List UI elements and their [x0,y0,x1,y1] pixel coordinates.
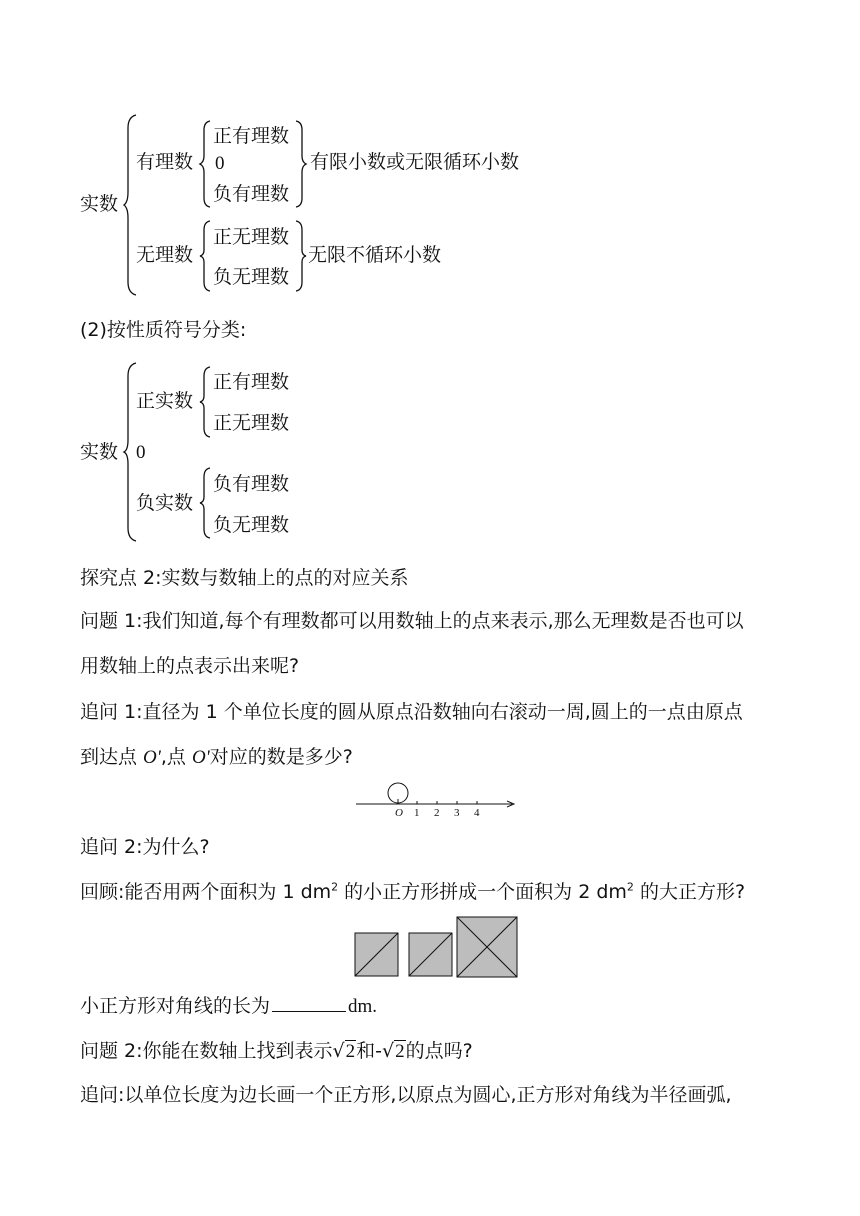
brace-rational-left [200,120,212,208]
followup-3: 追问:以单位长度为边长画一个正方形,以原点为圆心,正方形对角线为半径画弧, [80,1084,732,1106]
followup-2: 追问 2:为什么? [80,836,210,858]
heading-2: (2)按性质符号分类: [80,319,247,341]
irrational-item: 正无理数 [213,226,290,248]
small-square-1 [355,933,398,976]
rational-item: 正有理数 [213,125,290,147]
diagonal-question: 小正方形对角线的长为 dm. [80,995,378,1017]
brace-rational-right [294,120,306,208]
negative-item: 负有理数 [213,473,290,495]
brace-irrational-left [200,220,212,292]
followup-1-line-1: 追问 1:直径为 1 个单位长度的圆从原点沿数轴向右滚动一周,圆上的一点由原点 [80,701,743,723]
tick-label: 3 [454,807,460,819]
tick-label: 2 [434,807,440,819]
rational-note: 有限小数或无限循环小数 [310,151,520,173]
rational-label: 有理数 [136,151,194,173]
negative-item: 负无理数 [213,514,290,536]
brace-irrational-right [294,220,306,292]
positive-label: 正实数 [136,390,194,412]
positive-item: 正无理数 [213,412,290,434]
irrational-item: 负无理数 [213,266,290,288]
negative-label: 负实数 [136,492,194,514]
sqrt-symbol: √2 [382,1040,405,1062]
question-2: 问题 2:你能在数轴上找到表示√2和-√2的点吗? [80,1040,473,1062]
followup-1-line-2: 到达点 O',点 O'对应的数是多少? [80,746,353,768]
large-square [457,917,517,977]
section-title: 探究点 2:实数与数轴上的点的对应关系 [80,567,409,589]
number-line-figure [350,782,520,822]
irrational-note: 无限不循环小数 [308,244,442,266]
question-1-line-2: 用数轴上的点表示出来呢? [80,655,300,677]
zero-label: 0 [136,442,146,463]
brace-root-1 [124,114,138,296]
root-label-1: 实数 [80,193,119,215]
root-label-2: 实数 [80,441,119,463]
small-square-2 [409,933,452,976]
brace-positive [200,366,212,438]
origin-label: O [395,807,403,819]
tick-label: 1 [414,807,420,819]
review-line: 回顾:能否用两个面积为 1 $dm^2$ 的小正方形拼成一个面积为 2 $dm^2$ 的大正方形? [80,880,746,903]
brace-negative [200,467,212,539]
irrational-label: 无理数 [136,244,194,266]
rational-item: 0 [215,153,225,174]
question-1-line-1: 问题 1:我们知道,每个有理数都可以用数轴上的点来表示,那么无理数是否也可以 [80,610,744,632]
squares-figure [354,915,520,981]
positive-item: 正有理数 [213,371,290,393]
answer-blank[interactable] [272,993,346,1012]
rational-item: 负有理数 [213,183,290,205]
tick-label: 4 [474,807,480,819]
sqrt-symbol: √2 [332,1040,356,1062]
